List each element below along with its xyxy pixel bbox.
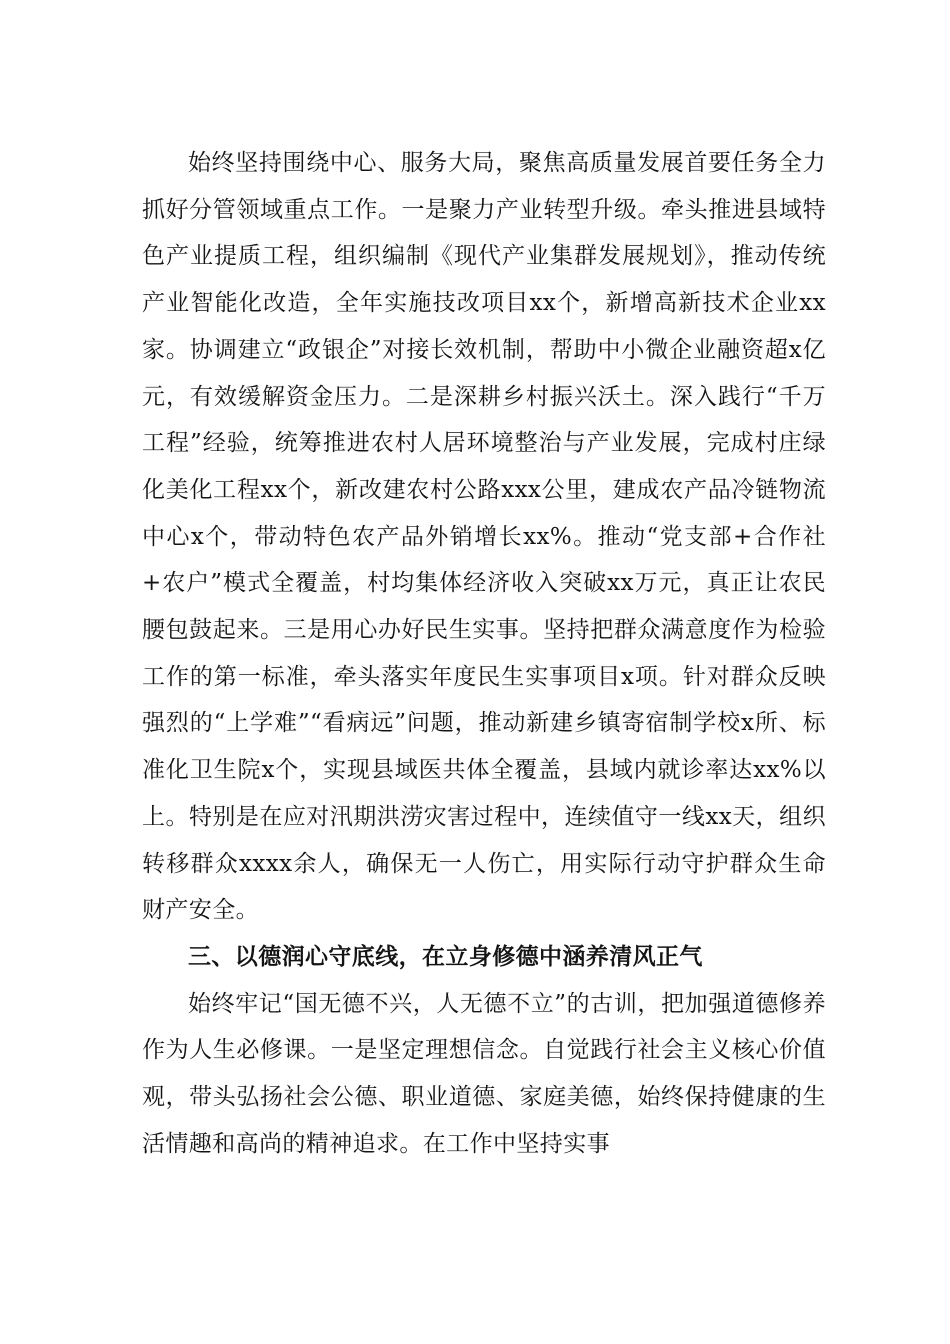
section-heading-three: 三、以德润心守底线，在立身修德中涵养清风正气 xyxy=(188,943,703,970)
body-paragraph-work-achievements: 始终坚持围绕中心、服务大局，聚焦高质量发展首要任务全力抓好分管领域重点工作。一是聚力产业转型升级。牵头推进县域特色产业提质工程，组织编制《现代产业集群发展规划》，推动传统产业智能化改造，全年实施技改项目xx个，新增高新技术企业xx家。协调建立“政银企”对接长效机制，帮助中小微企业融资超x亿元，有效缓解资金压力。二是深耕乡村振兴沃土。深入践行“千万工程”经验，统筹推进农村人居环境整治与产业发展，完成村庄绿化美化工程xx个，新改建农村公路xxx公里，建成农产品冷链物流中心x个，带动特色农产品外销增长xx%。推动“党支部+合作社+农户”模式全覆盖，村均集体经济收入突破xx万元，真正让农民腰包鼓起来。三是用心办好民生实事。坚持把群众满意度作为检验工作的第一标准，牵头落实年度民生实事项目x项。针对群众反映强烈的“上学难”“看病远”问题，推动新建乡镇寄宿制学校x所、标准化卫生院x个，实现县域医共体全覆盖，县域内就诊率达xx%以上。特别是在应对汛期洪涝灾害过程中，连续值守一线xx天，组织转移群众xxxx余人，确保无一人伤亡，用实际行动守护群众生命财产安全。 xyxy=(142,150,826,924)
body-paragraph-moral-cultivation: 始终牢记“国无德不兴，人无德不立”的古训，把加强道德修养作为人生必修课。一是坚定理想信念。自觉践行社会主义核心价值观，带头弘扬社会公德、职业道德、家庭美德，始终保持健康的生活情趣和高尚的精神追求。在工作中坚持实事 xyxy=(142,990,826,1157)
document-body xyxy=(142,140,826,1167)
